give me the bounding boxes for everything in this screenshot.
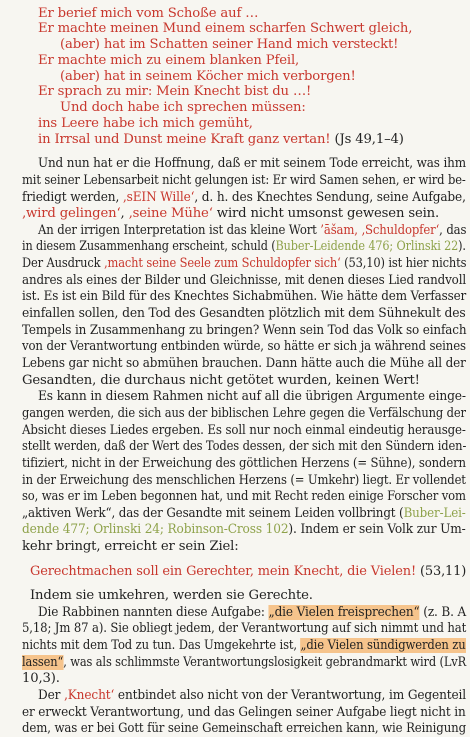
body-text: andres als eines der Bilder und Gleichnisse, mit denen dieses Lied randvoll bbox=[22, 273, 467, 288]
body-text: ist. Es ist ein Bild für des Knechtes Sichabmühen. Wie hätte dem Verfasser bbox=[22, 289, 467, 304]
text-line bbox=[22, 356, 466, 372]
body-text: Lebens gar nicht so abmühen brauchen. Dann hätte auch die Mühe all der bbox=[22, 356, 466, 371]
text-line bbox=[22, 506, 466, 522]
body-text: ). Indem er sein Volk zur Um- bbox=[288, 522, 466, 537]
text-line bbox=[22, 456, 466, 472]
text-line bbox=[22, 489, 466, 505]
text-line bbox=[38, 116, 253, 132]
body-text: (53,10) ist hier nichts bbox=[340, 256, 467, 271]
text-line bbox=[30, 588, 313, 604]
body-text: (Js 49,1–4) bbox=[330, 132, 404, 147]
text-line bbox=[22, 621, 466, 637]
text-line bbox=[22, 190, 466, 206]
body-text: Der bbox=[38, 688, 65, 703]
citation-text: Buber-Lei- bbox=[403, 506, 466, 521]
body-text: , bbox=[120, 206, 129, 221]
highlighted-text: „die Vielen freisprechen“ bbox=[268, 605, 420, 620]
body-text: (z. B. A bbox=[419, 605, 467, 620]
text-line bbox=[60, 37, 398, 53]
text-line bbox=[22, 339, 466, 355]
text-line bbox=[22, 721, 466, 737]
text-line bbox=[60, 100, 306, 116]
body-text: von der Verantwortung entbinden würde, so hätte er sich ja während seines bbox=[22, 339, 466, 354]
body-text: Tempels in Zusammenhang zu bringen? Wenn sein Tod das Volk so einfach bbox=[22, 323, 467, 338]
text-line bbox=[22, 206, 439, 222]
text-line bbox=[22, 671, 60, 687]
body-text: kehr bringt, erreicht er sein Ziel: bbox=[22, 539, 239, 554]
text-line bbox=[22, 638, 466, 654]
body-text: entbindet also nicht von der Verantwortung, im Gegenteil bbox=[114, 688, 467, 703]
quote-text: Gerechtmachen soll ein Gerechter, mein Knecht, die Vielen! bbox=[30, 564, 417, 579]
body-text: Der Ausdruck bbox=[22, 256, 104, 271]
body-text: Die Rabbinen nannten diese Aufgabe: bbox=[38, 605, 269, 620]
body-text: er erweckt Verantwortung, und das Gelingen seiner Aufgabe liegt nicht in bbox=[22, 705, 466, 720]
citation-text: Buber-Leidende 476; Orlinski 22 bbox=[275, 239, 459, 254]
quote-text: ‚Knecht‘ bbox=[64, 688, 115, 703]
body-text: stellt werden, daß der Wert des Todes dessen, der sich mit den Sündern iden- bbox=[22, 439, 467, 454]
text-line bbox=[38, 688, 466, 704]
body-text: tifiziert, nicht in der Erweichung des göttlichen Herzens (= Sühne), sondern bbox=[22, 456, 466, 471]
citation-text: dende 477; Orlinski 24; Robinson-Cross 102 bbox=[22, 522, 289, 537]
quote-text: in Irrsal und Dunst meine Kraft ganz vertan! bbox=[38, 132, 331, 147]
quote-text: (aber) hat im Schatten seiner Hand mich versteckt! bbox=[60, 37, 399, 52]
body-text: , d. h. des Knechtes Sendung, seine Aufgabe, bbox=[194, 190, 466, 205]
text-line bbox=[22, 256, 466, 272]
quote-text: ins Leere habe ich mich gemüht, bbox=[38, 116, 253, 131]
body-text: 10,3). bbox=[22, 671, 60, 686]
text-line bbox=[30, 564, 466, 580]
text-line bbox=[38, 132, 404, 148]
text-line bbox=[38, 6, 258, 22]
body-text: , das bbox=[439, 223, 467, 238]
text-line bbox=[22, 473, 466, 489]
quote-text: Er machte meinen Mund einem scharfen Schwert gleich, bbox=[38, 21, 413, 36]
text-line bbox=[22, 406, 466, 422]
body-text: „aktiven Werk“, das der Gesandte mit seinem Leiden vollbringt ( bbox=[22, 506, 404, 521]
text-line bbox=[38, 389, 466, 405]
body-text: Gesandten, die durchaus nicht getötet wurden, keinen Wert! bbox=[22, 373, 420, 388]
highlighted-text: lassen“ bbox=[22, 655, 64, 670]
text-line bbox=[22, 423, 466, 439]
quote-text: ‚macht seine Seele zum Schuldopfer sich‘ bbox=[103, 256, 341, 271]
text-line bbox=[38, 605, 466, 621]
body-text: in diesem Zusammenhang erscheint, schuld ( bbox=[22, 239, 276, 254]
body-text: Absicht dieses Liedes ergeben. Es soll nur noch einmal eindeutig herausge- bbox=[22, 423, 466, 438]
quote-text: ‚seine Mühe‘ bbox=[128, 206, 213, 221]
body-text: einfallen sollen, den Tod des Gesandten plötzlich mit dem Sühnekult des bbox=[22, 306, 466, 321]
quote-text: Er berief mich vom Schoße auf … bbox=[38, 6, 259, 21]
body-text: Und nun hat er die Hoffnung, daß er mit seinem Tode erreicht, was ihm bbox=[38, 156, 466, 171]
text-line bbox=[38, 223, 466, 239]
highlighted-text: „die Vielen sündigwerden zu bbox=[300, 638, 466, 653]
text-line bbox=[38, 156, 466, 172]
body-text: An der irrigen Interpretation ist das kleine Wort bbox=[38, 223, 321, 238]
text-line bbox=[22, 655, 466, 671]
body-text: gangen werden, die sich aus der biblischen Lehre gegen die Verfälschung der bbox=[22, 406, 466, 421]
text-line bbox=[22, 173, 466, 189]
text-line bbox=[38, 53, 299, 69]
quote-text: ‚wird gelingen‘ bbox=[22, 206, 121, 221]
text-line bbox=[22, 239, 466, 255]
body-text: so, was er im Leben begonnen hat, und mit Recht reden einige Forscher vom bbox=[22, 489, 466, 504]
body-text: mit seiner Lebensarbeit nicht gelungen ist: Er wird Samen sehen, er wird be- bbox=[22, 173, 466, 188]
text-line bbox=[22, 373, 420, 389]
text-line bbox=[38, 84, 311, 100]
body-text: wird nicht umsonst gewesen sein. bbox=[212, 206, 440, 221]
body-text: friedigt werden, bbox=[22, 190, 123, 205]
text-line bbox=[22, 323, 466, 339]
text-line bbox=[22, 306, 466, 322]
text-line bbox=[22, 539, 239, 555]
quote-text: (aber) hat in seinem Köcher mich verborgen! bbox=[60, 69, 356, 84]
text-line bbox=[38, 21, 412, 37]
text-line bbox=[22, 439, 466, 455]
text-line bbox=[60, 69, 356, 85]
body-text: ). bbox=[458, 239, 466, 254]
text-line bbox=[22, 273, 466, 289]
quote-text: Er sprach zu mir: Mein Knecht bist du …! bbox=[38, 84, 312, 99]
quote-text: ’āšam, ‚Schuldopfer‘ bbox=[320, 223, 440, 238]
quote-text: ‚sEIN Wille‘ bbox=[122, 190, 195, 205]
quote-text: Und doch habe ich sprechen müssen: bbox=[60, 100, 306, 115]
body-text: , was als schlimmste Verantwortungslosigkeit gebrandmarkt wird (LvR bbox=[63, 655, 467, 670]
quote-text: Er machte mich zu einem blanken Pfeil, bbox=[38, 53, 300, 68]
body-text: Es kann in diesem Rahmen nicht auf all die übrigen Argumente einge- bbox=[38, 389, 466, 404]
body-text: (53,11) bbox=[416, 564, 467, 579]
body-text: nichts mit dem Tod zu tun. Das Umgekehrte ist, bbox=[22, 638, 301, 653]
text-line bbox=[22, 705, 466, 721]
text-line bbox=[22, 522, 466, 538]
body-text: 5,18; Jm 87 a). Sie obliegt jedem, der Verantwortung auf sich nimmt und hat bbox=[22, 621, 467, 636]
body-text: in der Erweichung des menschlichen Herzens (= Umkehr) liegt. Er vollendet bbox=[22, 473, 466, 488]
body-text: Indem sie umkehren, werden sie Gerechte. bbox=[30, 588, 313, 603]
text-line bbox=[22, 289, 466, 305]
body-text: dem, was er bei Gott für seine Gemeinschaft erreichen kann, wie Reinigung bbox=[22, 721, 466, 736]
